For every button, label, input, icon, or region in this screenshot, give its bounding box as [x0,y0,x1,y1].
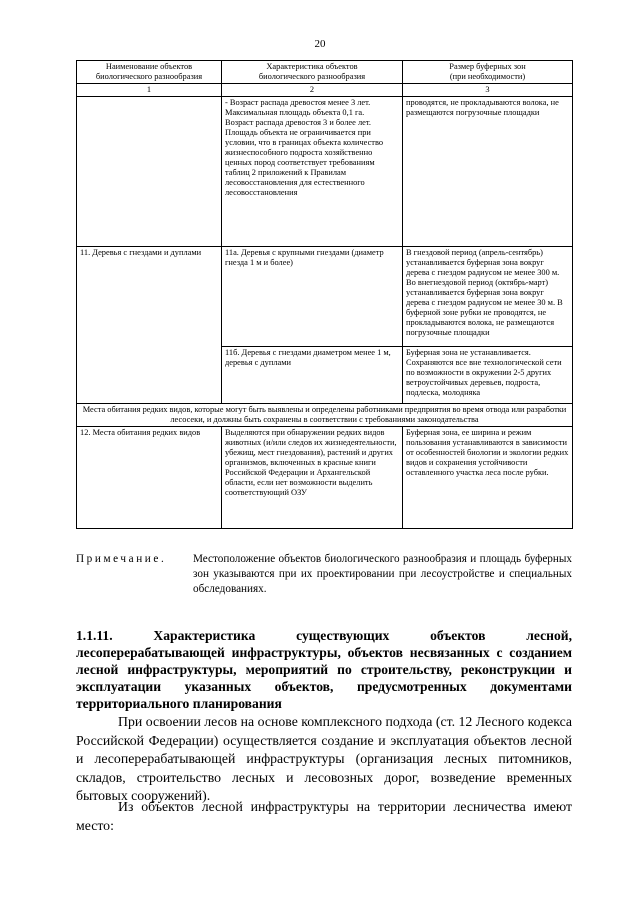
table-note [76,552,572,597]
column-number-row [77,84,573,97]
table-header-row [77,61,573,84]
column-number: 2 [222,84,403,97]
column-number: 3 [403,84,573,97]
table-row [77,427,573,529]
header-cell-characteristic: Характеристика объектов биологического разнообразия [222,61,403,84]
note-text: Местоположение объектов биологического разнообразия и площадь буферных зон указываются при их проектировании при лесоустройстве и специальных обследованиях. [193,553,572,595]
table-cell: Буферная зона, ее ширина и режим пользования устанавливаются в зависимости от особенностей биологии и экологии редких видов и сохранения устойчивости оставленного участка леса после рубки. [403,427,573,529]
biodiversity-table [76,60,573,529]
column-number: 1 [77,84,222,97]
table-section-row [77,404,573,427]
table-row [77,247,573,347]
table-row [77,97,573,247]
header-cell-buffer-size: Размер буферных зон (при необходимости) [403,61,573,84]
table-cell: проводятся, не прокладываются волока, не размещаются погрузочные площадки [403,97,573,247]
table-cell: 11. Деревья с гнездами и дуплами [77,247,222,404]
section-heading: 1.1.11. Характеристика существующих объектов лесной, лесоперерабатывающей инфраструктуры, объектов несвязанных с созданием лесной инфраструктуры, мероприятий по строительству, реконструкции и эксплуатации указанных объектов, предусмотренных документами территориального планирования [76,628,572,711]
table-cell: - Возраст распада древостоя менее 3 лет. Максимальная площадь объекта 0,1 га. Возраст распада древостоя 3 и более лет. Площадь объекта не ограничивается при условии, что в границах объекта количество жизнеспособного подроста хозяйственно ценных пород соответствует требованиям таблиц 2 приложений к Правилам лесовосстановления для естественного лесовосстановления [222,97,403,247]
table-cell: В гнездовой период (апрель-сентябрь) устанавливается буферная зона вокруг дерева с гнездом радиусом не менее 300 м. Во внегнездовой период (октябрь-март) устанавливается буферная зона вокруг дерева с гнездом радиусом не менее 30 м. В буферной зоне рубки не проводятся, не прокладываются волока, не размещаются погрузочные площадки [403,247,573,347]
table-cell: 11б. Деревья с гнездами диаметром менее 1 м, деревья с дуплами [222,347,403,404]
table-cell [77,97,222,247]
table-cell: Буферная зона не устанавливается. Сохраняются все вне технологической сети по возможности в окружении 2-5 других ветроустойчивых деревьев, подроста, подлеска, молодняка [403,347,573,404]
table-cell: 12. Места обитания редких видов [77,427,222,529]
section-caption: Места обитания редких видов, которые могут быть выявлены и определены работниками предприятия во время отвода или разработки лесосеки, и должны быть сохранены в соответствии с требованиями законодательства [77,404,573,427]
body-paragraph: При освоении лесов на основе комплексного подхода (ст. 12 Лесного кодекса Российской Федерации) осуществляется создание и эксплуатация объектов лесной и лесоперерабатывающей инфраструктуры (организация лесных питомников, складов, строительство лесных и лесовозных дорог, возведение временных бытовых сооружений). [76,714,572,804]
page-number: 20 [314,38,326,50]
body-paragraph: Из объектов лесной инфраструктуры на территории лесничества имеют место: [76,799,572,833]
table-cell: Выделяются при обнаружении редких видов животных (и/или следов их жизнедеятельности, убежищ, мест гнездования), растений и других организмов, включенных в красные книги Российской Федерации и Архангельской области, если нет возможности выделить соответствующий ОЗУ [222,427,403,529]
note-label: Примечание. [76,553,167,565]
table-cell: 11а. Деревья с крупными гнездами (диаметр гнезда 1 м и более) [222,247,403,347]
header-cell-name: Наименование объектов биологического разнообразия [77,61,222,84]
